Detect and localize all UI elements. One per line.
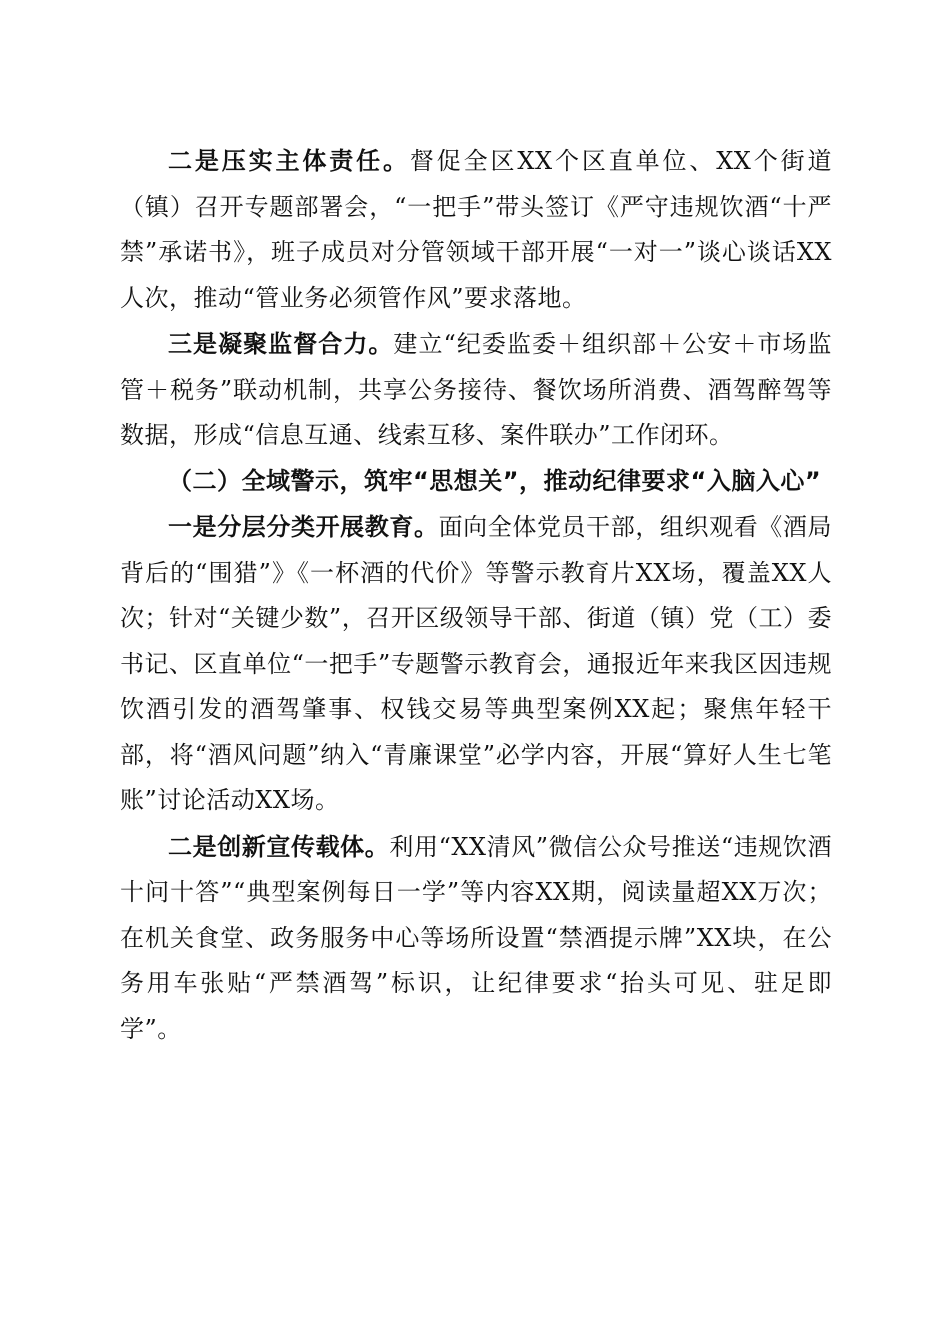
paragraph-lead: 三是凝聚监督合力。 bbox=[168, 329, 394, 358]
paragraph-lead: 二是创新宣传载体。 bbox=[168, 831, 390, 861]
document-page bbox=[120, 138, 832, 1052]
paragraph-body: 建立“纪委监委＋组织部＋公安＋市场监管＋税务”联动机制，共享公务接待、餐饮场所消费、酒驾醉驾等数据，形成“信息互通、线索互移、案件联办”工作闭环。 bbox=[120, 330, 832, 449]
paragraph-body: 利用“XX清风”微信公众号推送“违规饮酒十问十答”“典型案例每日一学”等内容XX期，阅读量超XX万次；在机关食堂、政务服务中心等场所设置“禁酒提示牌”XX块，在公务用车张贴“严禁酒驾”标识，让纪律要求“抬头可见、驻足即学”。 bbox=[120, 832, 832, 1043]
paragraph-body: 督促全区XX个区直单位、XX个街道（镇）召开专题部署会，“一把手”带头签订《严守违规饮酒“十严禁”承诺书》，班子成员对分管领域干部开展“一对一”谈心谈话XX人次，推动“管业务必须管作风”要求落地。 bbox=[120, 147, 833, 312]
paragraph-lead: 二是压实主体责任。 bbox=[168, 146, 410, 175]
paragraph-body: 面向全体党员干部，组织观看《酒局背后的“围猎”》《一杯酒的代价》等警示教育片XX场，覆盖XX人次；针对“关键少数”，召开区级领导干部、街道（镇）党（工）委书记、区直单位“一把手”专题警示教育会，通报近年来我区因违规饮酒引发的酒驾肇事、权钱交易等典型案例XX起；聚焦年轻干部，将“酒风问题”纳入“青廉课堂”必学内容，开展“算好人生七笔账”讨论活动XX场。 bbox=[120, 513, 833, 814]
paragraph-supervision bbox=[120, 321, 832, 459]
paragraph-publicity bbox=[120, 824, 832, 1053]
paragraph-lead: 一是分层分类开展教育。 bbox=[168, 512, 439, 541]
paragraph-responsibility bbox=[120, 138, 832, 321]
section-heading: （二）全域警示，筑牢“思想关”，推动纪律要求“入脑入心” bbox=[168, 466, 822, 495]
paragraph-education bbox=[120, 504, 832, 824]
